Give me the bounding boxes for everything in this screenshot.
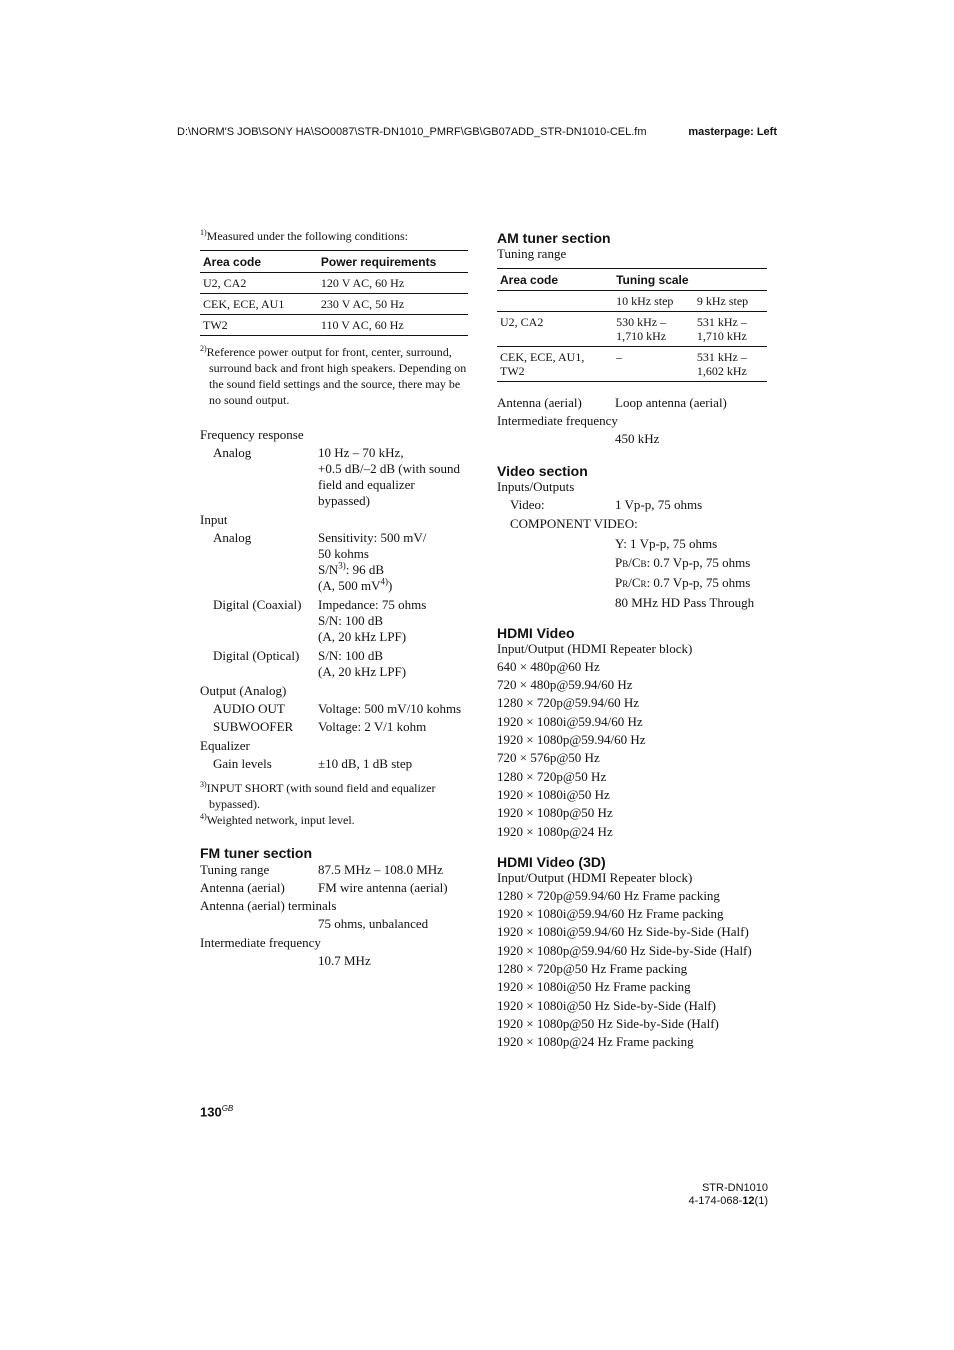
am-if-label: Intermediate frequency [497, 413, 618, 429]
list-item: 1280 × 720p@50 Hz Frame packing [497, 961, 688, 977]
table-row: CEK, ECE, AU1 230 V AC, 50 Hz [200, 294, 468, 315]
list-item: 640 × 480p@60 Hz [497, 658, 600, 674]
table-row: U2, CA2 530 kHz – 1,710 kHz 531 kHz – 1,710 kHz [497, 312, 767, 347]
table-row: TW2 110 V AC, 60 Hz [200, 315, 468, 336]
fm-tuning-range: Tuning range 87.5 MHz – 108.0 MHz [200, 862, 443, 877]
component-video-label: COMPONENT VIDEO: [510, 515, 638, 531]
table-subheader-row: 10 kHz step 9 kHz step [497, 291, 767, 312]
frequency-response-analog: Analog 10 Hz – 70 kHz, +0.5 dB/–2 dB (with sound field and equalizer bypassed) [213, 445, 461, 508]
component-y: Y: 1 Vp-p, 75 ohms [615, 535, 718, 551]
gain-levels-row: Gain levels ±10 dB, 1 dB step [213, 756, 413, 771]
file-path: D:\NORM'S JOB\SONY HA\SO0087\STR-DN1010_PMRF\GB\GB07ADD_STR-DN1010-CEL.fm [177, 126, 647, 138]
list-item: 1280 × 720p@59.94/60 Hz [497, 695, 640, 711]
audio-out-row: AUDIO OUT Voltage: 500 mV/10 kohms [213, 701, 462, 716]
list-item: 1920 × 1080i@59.94/60 Hz [497, 713, 643, 729]
fm-antenna: Antenna (aerial) FM wire antenna (aerial) [200, 880, 448, 895]
table-header: Area code [497, 269, 613, 291]
footnote-1: $^{1)}$Measured under the following conditions: [200, 228, 408, 243]
input-digital-coaxial: Digital (Coaxial) Impedance: 75 ohms S/N: 100 dB (A, 20 kHz LPF) [213, 597, 427, 644]
hdmi-3d-format-list [497, 888, 767, 1050]
am-tuner-heading: AM tuner section [497, 230, 611, 246]
power-requirements-table [200, 250, 468, 336]
footnote-4: $^{4)}$Weighted network, input level. [200, 812, 355, 827]
frequency-response-label: Frequency response [200, 427, 304, 442]
list-item: 720 × 480p@59.94/60 Hz [497, 677, 633, 693]
hdmi-video-heading: HDMI Video [497, 624, 575, 641]
input-analog: Analog Sensitivity: 500 mV/ 50 kohms $S/N^{3)}$: 96 dB (A, 500 $mV^{4)}$) [213, 530, 427, 593]
hdmi-io-label: Input/Output (HDMI Repeater block) [497, 640, 693, 656]
left-column [200, 228, 468, 969]
footnote-3: $^{3)}$INPUT SHORT (with sound field and equalizer bypassed). [200, 780, 436, 811]
table-header: Area code [200, 251, 318, 273]
fm-tuner-heading: FM tuner section [200, 845, 313, 861]
component-pb: PB/CB: 0.7 Vp-p, 75 ohms [615, 554, 751, 570]
table-row: CEK, ECE, AU1, TW2 – 531 kHz – 1,602 kHz [497, 347, 767, 382]
list-item: 1920 × 1080p@50 Hz [497, 805, 613, 821]
hdmi-format-list [497, 659, 767, 840]
input-digital-optical: Digital (Optical) S/N: 100 dB (A, 20 kHz LPF) [213, 648, 407, 679]
list-item: 1920 × 1080p@59.94/60 Hz [497, 732, 646, 748]
list-item: 1920 × 1080p@59.94/60 Hz Side-by-Side (Half) [497, 942, 752, 958]
list-item: 1920 × 1080p@24 Hz [497, 823, 613, 839]
fm-if-label: Intermediate frequency [200, 934, 321, 950]
footnote-2: $^{2)}$Reference power output for front, center, surround, surround back and front high speakers. Depending on the sound field settings and the source, there may be no sound output. [200, 344, 467, 407]
component-hd-pass: 80 MHz HD Pass Through [615, 594, 755, 610]
output-label: Output (Analog) [200, 683, 287, 698]
fm-terminals-label: Antenna (aerial) terminals [200, 898, 337, 914]
am-antenna: Antenna (aerial) Loop antenna (aerial) [497, 395, 727, 410]
masterpage-label: masterpage: Left [688, 126, 777, 138]
table-header: Tuning scale [613, 269, 767, 291]
input-label: Input [200, 512, 228, 527]
hdmi-3d-heading: HDMI Video (3D) [497, 853, 606, 870]
fm-terminals-value: 75 ohms, unbalanced [318, 916, 429, 932]
list-item: 1920 × 1080i@50 Hz [497, 786, 610, 802]
component-pr: PR/CR: 0.7 Vp-p, 75 ohms [615, 574, 751, 590]
list-item: 1920 × 1080i@59.94/60 Hz Side-by-Side (Half) [497, 924, 749, 940]
am-if-value: 450 kHz [615, 431, 660, 447]
list-item: 1920 × 1080p@24 Hz Frame packing [497, 1034, 694, 1050]
table-header: Power requirements [318, 251, 468, 273]
am-tuning-table [497, 268, 767, 382]
list-item: 720 × 576p@50 Hz [497, 750, 600, 766]
right-column [497, 228, 767, 1050]
video-section-heading: Video section [497, 463, 588, 480]
am-tuning-range-label: Tuning range [497, 246, 567, 261]
video-io-label: Inputs/Outputs [497, 479, 575, 495]
list-item: 1920 × 1080i@50 Hz Side-by-Side (Half) [497, 997, 716, 1013]
list-item: 1920 × 1080p@50 Hz Side-by-Side (Half) [497, 1015, 719, 1031]
list-item: 1920 × 1080i@59.94/60 Hz Frame packing [497, 906, 724, 922]
part-number: 4-174-068-12(1) [688, 1195, 768, 1207]
model-code [688, 1182, 768, 1208]
equalizer-label: Equalizer [200, 738, 250, 753]
list-item: 1280 × 720p@59.94/60 Hz Frame packing [497, 887, 720, 903]
subwoofer-row: SUBWOOFER Voltage: 2 V/1 kohm [213, 719, 427, 734]
page-number: $130^{GB}$ [200, 1104, 234, 1120]
list-item: 1280 × 720p@50 Hz [497, 768, 607, 784]
list-item: 1920 × 1080i@50 Hz Frame packing [497, 979, 691, 995]
hdmi-3d-io-label: Input/Output (HDMI Repeater block) [497, 869, 693, 885]
fm-if-value: 10.7 MHz [318, 952, 371, 968]
video-row: Video: 1 Vp-p, 75 ohms [510, 497, 703, 513]
table-row: U2, CA2 120 V AC, 60 Hz [200, 273, 468, 294]
model-name: STR-DN1010 [701, 1182, 768, 1194]
